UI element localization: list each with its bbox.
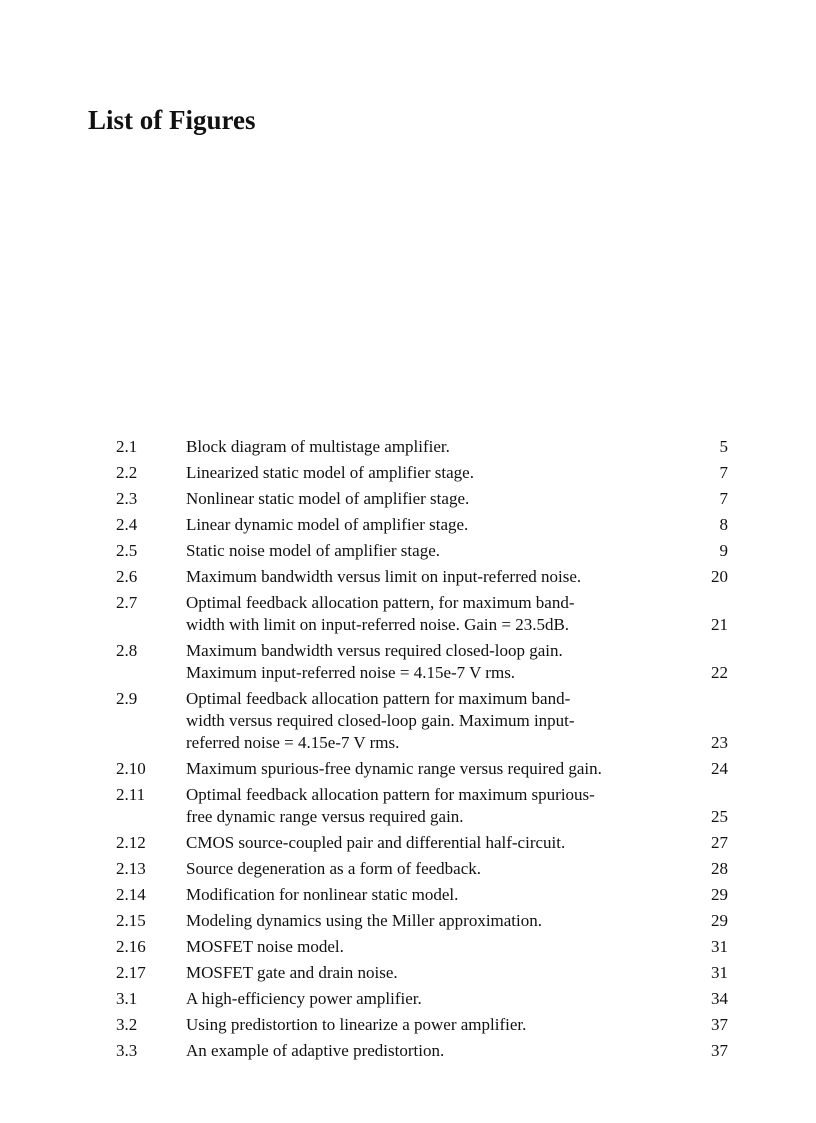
figure-page-number: 37 — [711, 1015, 728, 1034]
figure-caption: Modification for nonlinear static model. — [186, 885, 459, 904]
figure-number: 2.5 — [116, 541, 138, 560]
figure-entry[interactable] — [116, 936, 728, 958]
figure-page-number: 7 — [719, 489, 728, 508]
figure-number: 2.12 — [116, 833, 146, 852]
figure-number: 2.6 — [116, 567, 138, 586]
figure-entry[interactable] — [116, 514, 728, 536]
figure-page-number: 25 — [711, 807, 728, 826]
figure-page-number: 37 — [711, 1041, 728, 1060]
figure-number: 2.17 — [116, 963, 146, 982]
figure-caption: Nonlinear static model of amplifier stage. — [186, 489, 470, 508]
figure-entry[interactable] — [116, 1040, 728, 1062]
figure-caption: A high-efficiency power amplifier. — [186, 989, 422, 1008]
figure-entry[interactable] — [116, 1014, 728, 1036]
figure-page-number: 29 — [711, 911, 728, 930]
figure-page-number: 24 — [711, 759, 728, 778]
figure-number: 2.13 — [116, 859, 146, 878]
figure-page-number: 27 — [711, 833, 728, 852]
figure-caption: MOSFET noise model. — [186, 937, 344, 956]
figure-entry[interactable] — [116, 884, 728, 906]
figure-page-number: 9 — [719, 541, 728, 560]
figure-caption: Linearized static model of amplifier stage. — [186, 463, 474, 482]
figure-caption: Static noise model of amplifier stage. — [186, 541, 440, 560]
figure-entry[interactable] — [116, 436, 728, 458]
figure-number: 2.2 — [116, 463, 138, 482]
figure-number: 3.3 — [116, 1041, 138, 1060]
figure-entry[interactable] — [116, 488, 728, 510]
figure-number: 2.4 — [116, 515, 138, 534]
page-title: List of Figures — [88, 105, 256, 135]
figure-caption: CMOS source-coupled pair and differential half-circuit. — [186, 833, 566, 852]
figure-page-number: 31 — [711, 963, 728, 982]
figure-page-number: 34 — [711, 989, 728, 1008]
figure-entry[interactable] — [116, 910, 728, 932]
figure-page-number: 5 — [719, 437, 728, 456]
figure-entry[interactable] — [116, 988, 728, 1010]
figure-caption: Maximum bandwidth versus required closed-loop gain. Maximum input-referred noise = 4.15e-7 V rms. — [186, 641, 563, 682]
figure-number: 2.1 — [116, 437, 138, 456]
figure-caption: Modeling dynamics using the Miller approximation. — [186, 911, 543, 930]
figure-caption: Optimal feedback allocation pattern for maximum band- width versus required closed-loop gain. Maximum input- referred noise = 4.15e-7 V rms. — [186, 689, 575, 752]
figure-page-number: 29 — [711, 885, 728, 904]
figure-number: 2.15 — [116, 911, 146, 930]
figure-page-number: 22 — [711, 663, 728, 682]
figure-caption: Optimal feedback allocation pattern, for maximum band- width with limit on input-referred noise. Gain = 23.5dB. — [186, 593, 575, 634]
figure-entry[interactable] — [116, 962, 728, 984]
figure-number: 2.7 — [116, 593, 138, 612]
figure-entry[interactable] — [116, 640, 728, 684]
figure-caption: MOSFET gate and drain noise. — [186, 963, 398, 982]
figure-page-number: 23 — [711, 733, 728, 752]
figure-entry[interactable] — [116, 540, 728, 562]
figure-entry[interactable] — [116, 832, 728, 854]
figure-number: 2.9 — [116, 689, 138, 708]
figure-entry[interactable] — [116, 758, 728, 780]
list-of-figures — [116, 436, 728, 1066]
figure-caption: Block diagram of multistage amplifier. — [186, 437, 450, 456]
figure-entry[interactable] — [116, 688, 728, 754]
figure-entry[interactable] — [116, 566, 728, 588]
figure-number: 2.11 — [116, 785, 146, 804]
figure-caption: Maximum bandwidth versus limit on input-referred noise. — [186, 567, 582, 586]
figure-caption: Maximum spurious-free dynamic range versus required gain. — [186, 759, 602, 778]
figure-caption: Source degeneration as a form of feedback. — [186, 859, 482, 878]
figure-number: 2.16 — [116, 937, 146, 956]
figure-page-number: 7 — [719, 463, 728, 482]
figure-page-number: 8 — [719, 515, 728, 534]
figure-entry[interactable] — [116, 462, 728, 484]
figure-entry[interactable] — [116, 858, 728, 880]
figure-page-number: 20 — [711, 567, 728, 586]
figure-caption: Using predistortion to linearize a power amplifier. — [186, 1015, 527, 1034]
figure-number: 2.8 — [116, 641, 138, 660]
figure-number: 3.1 — [116, 989, 138, 1008]
figure-page-number: 31 — [711, 937, 728, 956]
figure-entry[interactable] — [116, 784, 728, 828]
figure-number: 2.3 — [116, 489, 138, 508]
figure-number: 2.10 — [116, 759, 146, 778]
figure-number: 2.14 — [116, 885, 146, 904]
figure-entry[interactable] — [116, 592, 728, 636]
figure-caption: Linear dynamic model of amplifier stage. — [186, 515, 469, 534]
figure-caption: An example of adaptive predistortion. — [186, 1041, 445, 1060]
figure-number: 3.2 — [116, 1015, 138, 1034]
figure-page-number: 28 — [711, 859, 728, 878]
figure-page-number: 21 — [711, 615, 728, 634]
figure-caption: Optimal feedback allocation pattern for maximum spurious- free dynamic range versus required gain. — [186, 785, 595, 826]
